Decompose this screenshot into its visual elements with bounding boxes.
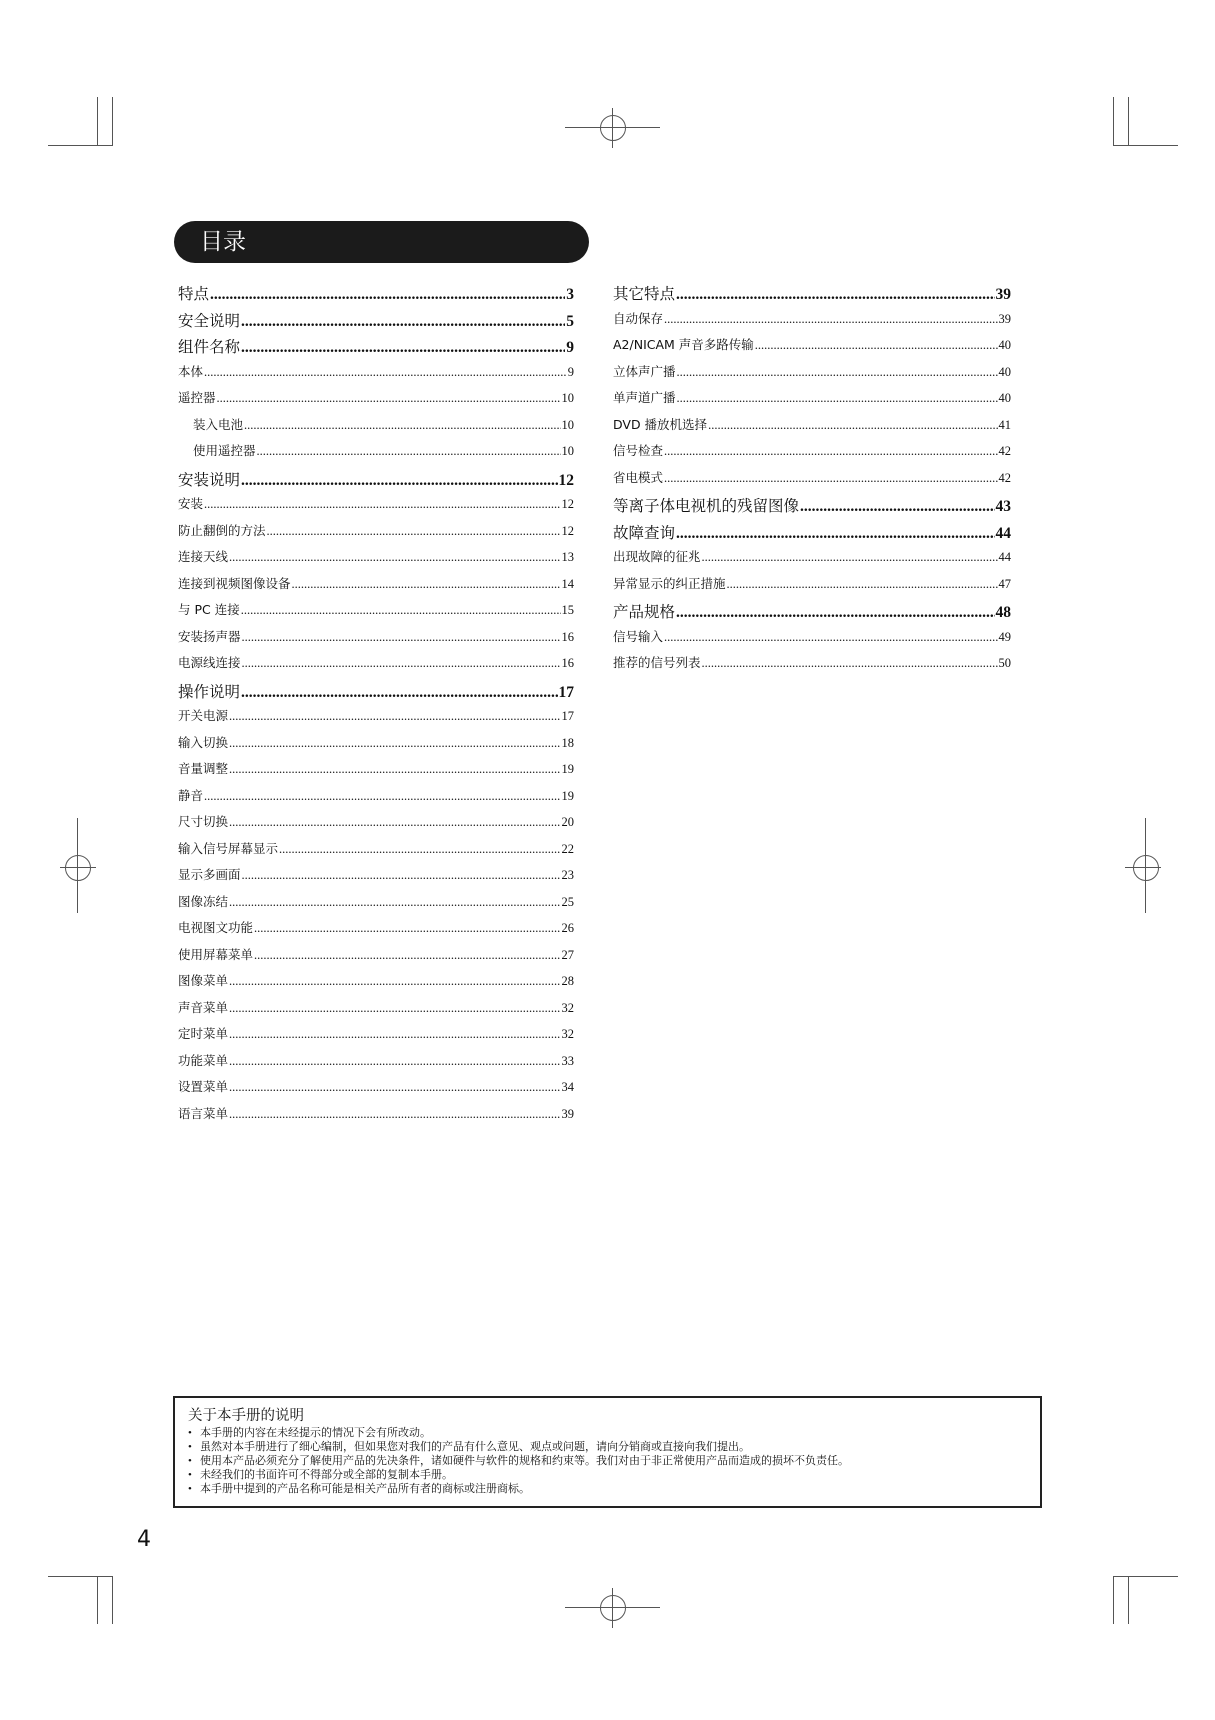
notes-item: • 未经我们的书面许可不得部分或全部的复制本手册。 [188,1469,453,1481]
toc-leader-dots [292,577,561,592]
toc-entry-page: 50 [998,656,1011,670]
notes-title: 关于本手册的说明 [188,1408,304,1424]
bullet: • [188,1483,192,1495]
toc-entry-page: 20 [561,815,574,829]
toc-entry-page: 41 [998,417,1011,432]
toc-entry [178,1024,574,1051]
bullet: • [188,1441,192,1453]
toc-leader-dots [204,497,560,512]
toc-entry-page: 18 [561,735,574,750]
toc-entry [178,653,574,680]
toc-entry-page: 44 [995,524,1011,542]
toc-entry-label: 开关电源 [178,708,229,723]
toc-entry [178,892,574,919]
toc-leader-dots [229,895,560,910]
toc-entry [613,600,1011,627]
toc-entry-label: 电视图文功能 [178,920,254,935]
toc-entry [178,812,574,839]
toc-leader-dots [664,471,997,486]
toc-leader-dots [241,603,561,618]
toc-entry-label: 遥控器 [178,390,216,405]
page-number: 4 [137,1527,151,1552]
toc-entry [613,653,1011,680]
toc-leader-dots [677,365,998,380]
toc-entry [613,574,1011,601]
toc-entry [178,706,574,733]
notes-item: • 虽然对本手册进行了细心编制，但如果您对我们的产品有什么意见、观点或问题，请向分销商或直接向我们提出。 [188,1441,750,1453]
toc-entry-page: 12 [561,523,574,538]
toc-leader-dots [229,815,560,830]
title-bar [174,221,589,263]
toc-entry-page: 12 [561,497,574,511]
toc-entry-page: 39 [561,1106,574,1121]
toc-entry [178,1104,574,1131]
toc-entry-page: 5 [566,312,574,330]
toc-entry [178,1051,574,1078]
toc-entry-page: 14 [561,576,574,591]
toc-entry-label: 安装说明 [178,470,241,489]
toc-entry [178,971,574,998]
toc-entry [613,282,1011,309]
toc-entry [178,388,574,415]
toc-leader-dots [676,286,994,304]
toc-leader-dots [229,1054,560,1069]
toc-leader-dots [204,365,567,380]
toc-leader-dots [210,286,565,304]
toc-entry-label: 图像菜单 [178,973,229,988]
toc-leader-dots [677,391,998,406]
toc-entry [178,945,574,972]
toc-entry [613,441,1011,468]
toc-entry-label: 语言菜单 [178,1105,229,1121]
toc-entry-page: 43 [995,498,1011,515]
toc-entry-label: 产品规格 [613,603,676,621]
toc-entry-page: 27 [561,947,574,962]
toc-entry-page: 40 [998,364,1011,379]
toc-entry [178,282,574,309]
bullet: • [188,1469,192,1481]
toc-leader-dots [708,418,997,433]
toc-entry-label: 定时菜单 [178,1026,229,1041]
toc-entry [613,547,1011,574]
toc-entry-label: 信号检查 [613,443,664,458]
toc-entry-page: 9 [567,364,574,379]
toc-entry-page: 28 [561,974,574,988]
toc-entry-page: 17 [561,709,574,723]
toc-leader-dots [244,418,560,433]
toc-leader-dots [204,789,560,804]
toc-right-column [613,282,1011,680]
toc-entry-page: 26 [561,921,574,935]
toc-entry-page: 42 [998,470,1011,485]
bullet: • [188,1455,192,1467]
toc-entry [613,627,1011,654]
toc-entry [178,918,574,945]
toc-leader-dots [727,577,998,592]
notes-list [188,1426,849,1496]
toc-leader-dots [229,1027,560,1042]
toc-entry-label: 推荐的信号列表 [613,655,701,670]
toc-leader-dots [755,338,998,353]
toc-entry-page: 13 [561,550,574,564]
toc-entry [178,335,574,362]
toc-entry-label: 使用遥控器 [193,443,256,458]
toc-entry-label: 防止翻倒的方法 [178,522,266,538]
toc-entry-label: 输入信号屏幕显示 [178,840,279,856]
toc-leader-dots [800,498,994,516]
toc-entry-label: 连接天线 [178,549,229,564]
toc-entry [613,309,1011,336]
toc-entry-page: 12 [558,471,574,489]
toc-entry-page: 34 [561,1080,574,1094]
toc-entry-label: 安装 [178,496,204,511]
toc-leader-dots [242,630,561,645]
toc-entry [613,362,1011,389]
toc-entry-page: 15 [561,603,574,617]
toc-entry [178,362,574,389]
toc-leader-dots [254,921,560,936]
toc-entry-page: 19 [561,762,574,776]
toc-entry-page: 48 [995,604,1011,621]
toc-leader-dots [241,339,565,357]
toc-entry-label: 自动保存 [613,310,664,326]
toc-entry [613,494,1011,521]
toc-entry-label: 设置菜单 [178,1079,229,1094]
toc-entry [178,759,574,786]
toc-entry [178,547,574,574]
toc-leader-dots [254,948,560,963]
toc-entry [178,441,574,468]
toc-entry-label: 出现故障的征兆 [613,549,701,564]
toc-entry-label: 与 PC 连接 [178,602,240,617]
toc-leader-dots [664,444,997,459]
toc-entry-label: 输入切换 [178,734,229,750]
toc-leader-dots [229,974,560,989]
toc-entry-label: 装入电池 [193,416,244,432]
bullet: • [188,1427,192,1439]
toc-entry [178,998,574,1025]
page-title: 目录 [200,229,246,255]
toc-entry-page: 3 [566,286,574,303]
toc-leader-dots [229,1107,560,1122]
toc-entry [178,494,574,521]
toc-entry-label: DVD 播放机选择 [613,416,708,432]
toc-leader-dots [664,312,997,327]
toc-entry-page: 40 [998,338,1011,352]
toc-entry-page: 10 [561,391,574,405]
toc-entry-page: 10 [561,417,574,432]
toc-entry-page: 23 [561,868,574,882]
toc-entry-label: 尺寸切换 [178,814,229,829]
toc-entry-label: 单声道广播 [613,390,676,405]
toc-entry [178,415,574,442]
toc-entry-label: 安装扬声器 [178,628,241,644]
toc-entry-label: 静音 [178,787,204,803]
toc-entry [178,468,574,495]
toc-entry-label: 故障查询 [613,523,676,542]
toc-entry-label: 使用屏幕菜单 [178,946,254,962]
toc-entry-page: 39 [995,286,1011,303]
toc-leader-dots [229,762,560,777]
toc-entry-page: 17 [558,683,574,701]
toc-leader-dots [676,525,994,543]
toc-leader-dots [217,391,561,406]
toc-leader-dots [676,604,994,622]
toc-leader-dots [229,709,560,724]
toc-entry-label: A2/NICAM 声音多路传输 [613,337,754,352]
toc-entry [178,786,574,813]
toc-entry-page: 42 [998,444,1011,458]
manual-notes-box [173,1396,1042,1508]
toc-leader-dots [257,444,561,459]
toc-entry [178,1077,574,1104]
toc-entry [178,733,574,760]
toc-leader-dots [702,550,998,565]
toc-entry-page: 33 [561,1053,574,1068]
notes-item: • 本手册中提到的产品名称可能是相关产品所有者的商标或注册商标。 [188,1483,530,1495]
toc-entry-page: 16 [561,629,574,644]
toc-entry-page: 49 [998,629,1011,644]
toc-leader-dots [229,550,560,565]
toc-leader-dots [241,472,557,490]
toc-entry-label: 省电模式 [613,469,664,485]
toc-leader-dots [242,868,561,883]
notes-item: • 使用本产品必须充分了解使用产品的先决条件，诸如硬件与软件的规格和约束等。我们对由于非正常使用产品而造成的损坏不负责任。 [188,1455,849,1467]
toc-entry [178,865,574,892]
toc-entry-page: 39 [998,311,1011,326]
toc-entry-label: 其它特点 [613,285,676,303]
toc-leader-dots [241,313,565,331]
toc-left-column [178,282,574,1130]
toc-entry [178,627,574,654]
toc-entry-page: 9 [566,339,574,356]
toc-entry-label: 图像冻结 [178,893,229,909]
toc-entry-label: 异常显示的纠正措施 [613,575,726,591]
toc-entry [613,335,1011,362]
toc-entry-label: 连接到视频图像设备 [178,575,291,591]
toc-entry-page: 25 [561,894,574,909]
toc-entry-label: 功能菜单 [178,1052,229,1068]
toc-entry-page: 32 [561,1000,574,1015]
toc-entry-label: 操作说明 [178,682,241,701]
toc-entry [613,521,1011,548]
toc-entry [178,521,574,548]
toc-entry [613,388,1011,415]
toc-entry [613,468,1011,495]
toc-entry-label: 立体声广播 [613,363,676,379]
toc-leader-dots [279,842,560,857]
toc-entry-label: 声音菜单 [178,999,229,1015]
toc-entry-page: 40 [998,391,1011,405]
toc-entry-page: 47 [998,576,1011,591]
toc-entry [178,839,574,866]
toc-leader-dots [229,1080,560,1095]
toc-leader-dots [702,656,998,671]
toc-entry-page: 22 [561,841,574,856]
toc-leader-dots [267,524,561,539]
toc-entry [613,415,1011,442]
toc-entry-page: 32 [561,1027,574,1041]
toc-entry-page: 16 [561,656,574,670]
toc-entry-page: 19 [561,788,574,803]
toc-entry-label: 安全说明 [178,311,241,330]
toc-entry [178,574,574,601]
toc-entry-label: 电源线连接 [178,655,241,670]
toc-leader-dots [241,684,557,702]
toc-leader-dots [229,1001,560,1016]
toc-entry-label: 显示多画面 [178,867,241,882]
toc-entry-label: 音量调整 [178,761,229,776]
toc-leader-dots [664,630,997,645]
toc-entry-label: 组件名称 [178,338,241,356]
toc-entry-label: 本体 [178,363,204,379]
notes-item: • 本手册的内容在未经提示的情况下会有所改动。 [188,1427,431,1439]
toc-entry-label: 等离子体电视机的残留图像 [613,497,800,515]
toc-entry [178,309,574,336]
toc-entry-label: 特点 [178,285,210,303]
toc-entry [178,600,574,627]
toc-entry-label: 信号输入 [613,628,664,644]
toc-leader-dots [242,656,561,671]
toc-leader-dots [229,736,560,751]
toc-entry [178,680,574,707]
toc-entry-page: 10 [561,444,574,458]
toc-entry-page: 44 [998,550,1011,564]
